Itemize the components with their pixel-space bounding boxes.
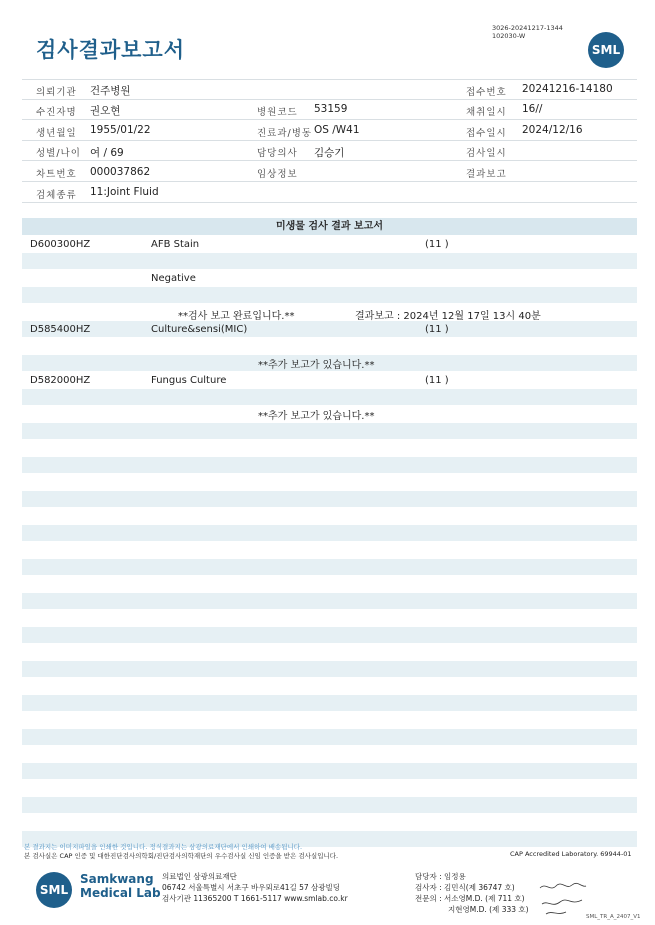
contact-info: 검사기관 11365200 T 1661-5117 www.smlab.co.kr xyxy=(162,894,348,903)
test-date-label: 검사일시 xyxy=(466,148,507,159)
test-code: D600300HZ xyxy=(30,239,91,250)
row-band xyxy=(22,253,637,269)
collect-date-label: 채취일시 xyxy=(466,107,507,118)
document-number xyxy=(492,24,563,40)
brand-line1: Samkwang xyxy=(80,872,154,886)
staff-info xyxy=(415,871,529,915)
divider xyxy=(22,140,637,141)
row-band xyxy=(22,287,637,303)
birth-value: 1955/01/22 xyxy=(90,124,151,136)
document-number-line1: 3026-20241217-1344 xyxy=(492,24,563,32)
report-complete-note: **검사 보고 완료입니다.** xyxy=(178,311,295,322)
dept-value: OS /W41 xyxy=(314,124,360,136)
test-name: Culture&sensi(MIC) xyxy=(151,324,248,335)
row-band xyxy=(22,321,637,337)
staff-manager: 담당자 : 임정용 xyxy=(415,872,466,881)
additional-report-note: **추가 보고가 있습니다.** xyxy=(258,360,375,371)
chart-no-label: 차트번호 xyxy=(36,169,77,180)
test-name: Fungus Culture xyxy=(151,375,227,386)
dept-label: 진료과/병동 xyxy=(257,128,313,139)
row-band xyxy=(22,389,637,405)
receipt-date-value: 2024/12/16 xyxy=(522,124,583,136)
foundation-address xyxy=(162,871,348,904)
receipt-date-label: 접수일시 xyxy=(466,128,507,139)
receipt-no-value: 20241216-14180 xyxy=(522,83,613,95)
row-band xyxy=(22,457,637,473)
sml-footer-logo: SML xyxy=(36,872,72,908)
print-notice: 본 결과지는 이미지파일을 인쇄한 것입니다. 정식결과지는 삼광의료재단에서 인쇄하여 배송됩니다. xyxy=(24,843,303,851)
row-band xyxy=(22,627,637,643)
chart-no-value: 000037862 xyxy=(90,166,151,178)
row-band xyxy=(22,525,637,541)
specimen-code: (11 ) xyxy=(425,324,449,335)
specimen-label: 검체종류 xyxy=(36,190,77,201)
clinical-label: 임상정보 xyxy=(257,169,298,180)
row-band xyxy=(22,491,637,507)
specimen-code: (11 ) xyxy=(425,375,449,386)
form-number: SML_TR_A_2407_V1 xyxy=(586,914,641,920)
sex-age-value: 여 / 69 xyxy=(90,147,124,159)
birth-label: 생년월일 xyxy=(36,128,77,139)
receipt-no-label: 접수번호 xyxy=(466,87,507,98)
signature-marks xyxy=(538,880,588,920)
staff-tester: 검사자 : 김민식(제 36747 호) xyxy=(415,883,515,892)
divider xyxy=(22,79,637,80)
divider xyxy=(22,99,637,100)
row-band xyxy=(22,695,637,711)
row-band xyxy=(22,423,637,439)
request-org-label: 의뢰기관 xyxy=(36,87,77,98)
foundation-name: 의료법인 삼광의료재단 xyxy=(162,872,237,881)
specimen-code: (11 ) xyxy=(425,239,449,250)
additional-report-note: **추가 보고가 있습니다.** xyxy=(258,411,375,422)
hospital-code-value: 53159 xyxy=(314,103,348,115)
test-code: D582000HZ xyxy=(30,375,91,386)
page-title: 검사결과보고서 xyxy=(36,38,186,62)
request-org-value: 건주병원 xyxy=(90,85,131,97)
divider xyxy=(22,181,637,182)
row-band xyxy=(22,797,637,813)
brand-line2: Medical Lab xyxy=(80,886,161,900)
staff-specialist-2: 지현영M.D. (제 333 호) xyxy=(448,905,529,914)
collect-date-value: 16// xyxy=(522,103,543,115)
row-band xyxy=(22,763,637,779)
report-label: 결과보고 xyxy=(466,169,507,180)
street-address: 06742 서울특별시 서초구 바우뫼로41길 57 삼광빌딩 xyxy=(162,883,341,892)
row-band xyxy=(22,661,637,677)
divider xyxy=(22,160,637,161)
test-result: Negative xyxy=(151,273,196,284)
divider xyxy=(22,202,637,203)
patient-value: 권오현 xyxy=(90,105,121,117)
cap-accreditation: CAP Accredited Laboratory. 69944-01 xyxy=(510,850,632,858)
row-band xyxy=(22,593,637,609)
divider xyxy=(22,119,637,120)
section-title: 미생물 검사 결과 보고서 xyxy=(22,218,637,235)
certification-notice: 본 검사실은 CAP 인증 및 대한진단검사의학회/진단검사의학재단의 우수검사실 신임 인증을 받은 검사실입니다. xyxy=(24,852,339,860)
doctor-value: 김승기 xyxy=(314,147,345,159)
test-code: D585400HZ xyxy=(30,324,91,335)
sex-age-label: 성별/나이 xyxy=(36,148,81,159)
row-band xyxy=(22,729,637,745)
hospital-code-label: 병원코드 xyxy=(257,107,298,118)
doctor-label: 담당의사 xyxy=(257,148,298,159)
document-number-line2: 102030-W xyxy=(492,32,526,40)
row-band xyxy=(22,559,637,575)
report-datetime: 결과보고 : 2024년 12월 17일 13시 40분 xyxy=(355,311,541,322)
test-name: AFB Stain xyxy=(151,239,200,250)
specimen-value: 11:Joint Fluid xyxy=(90,186,159,198)
sml-logo: SML xyxy=(588,32,624,68)
staff-specialist-1: 전문의 : 서소영M.D. (제 711 호) xyxy=(415,894,525,903)
brand-name xyxy=(80,872,161,900)
patient-label: 수진자명 xyxy=(36,107,77,118)
